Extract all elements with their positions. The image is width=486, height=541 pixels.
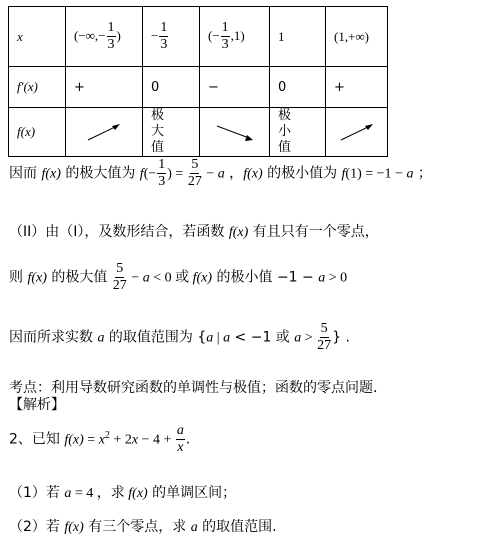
arrow-up-right-icon [337,120,377,144]
question-two-line: （2）若 f(x) 有三个零点，求 a 的取值范围. [9,519,277,535]
cell-trend-1 [66,108,143,157]
cell-sign-4: 0 [270,67,326,108]
key-points-line: 考点：利用导数研究函数的单调性与极值；函数的零点问题． [9,380,387,396]
table-row-x [9,7,388,67]
part-two-line: （II）由（I），及数形结合，若函数 f(x) 有且只有一个零点， [9,224,379,240]
cell-trend-3 [326,108,388,157]
cell-point-1: − $\frac{1}{3}$ [143,7,200,67]
cell-sign-5: + [326,67,388,108]
table-row-function [9,108,388,157]
cell-extremum-min: 极 小 值 [270,108,326,157]
cell-point-2: 1 [270,7,326,67]
cell-head-x: x [9,7,66,67]
condition-line: 则 f(x) 的极大值 $\frac{5}{27}$ − a < 0 或 f(x) 的极小值 −1 − a > 0 [9,261,348,293]
cell-sign-3: − [200,67,270,108]
arrow-up-right-icon [84,120,124,144]
cell-sign-2: 0 [143,67,200,108]
variation-table [8,6,388,157]
cell-interval-2: (− $\frac{1}{3}$ ,1) [200,7,270,67]
question-one-line: （1）若 a = 4 ，求 f(x) 的单调区间； [9,485,237,501]
extreme-values-line: 因而 f(x) 的极大值为 f(− $\frac{1}{3}$ ) = $\frac{5}{27}$ − a ，f(x) 的极小值为 f(1) = −1 − a ； [9,157,432,189]
range-result-line: 因而所求实数 a 的取值范围为 {a | a < −1 或 a > $\frac{5}{27}$ } . [9,321,350,353]
cell-head-function: f(x) [9,108,66,157]
cell-sign-1: + [66,67,143,108]
cell-interval-3: (1,+∞) [326,7,388,67]
table-row-derivative [9,67,388,108]
problem-two-line: 2、已知 $f(x) = x^2 + 2x - 4$ + $\frac{a}{x}$ . [9,423,191,455]
analysis-heading: 【解析】 [9,397,65,413]
cell-interval-1: (−∞,− $\frac{1}{3}$ ) [66,7,143,67]
cell-trend-2 [200,108,270,157]
cell-extremum-max: 极 大 值 [143,108,200,157]
cell-head-derivative: f′(x) [9,67,66,108]
arrow-down-right-icon [213,120,257,144]
